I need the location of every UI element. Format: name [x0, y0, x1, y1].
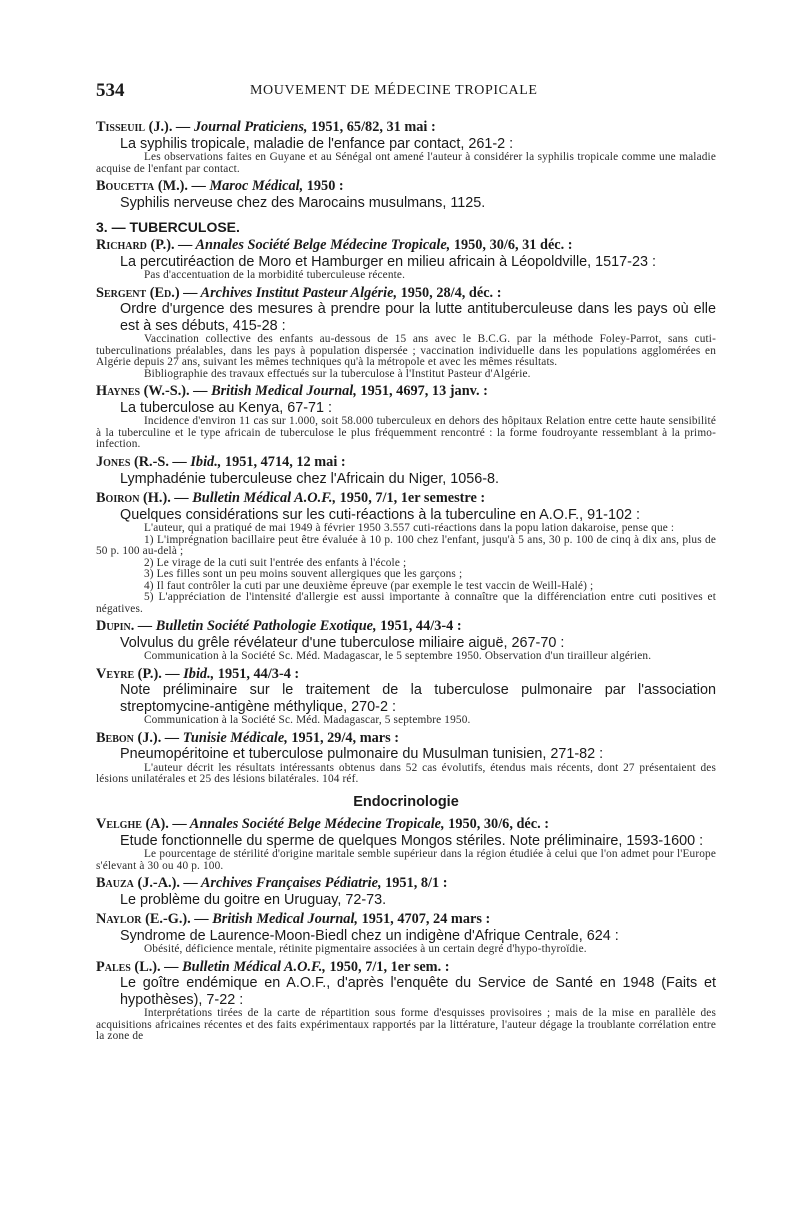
- entry-author: Pales (L.).: [96, 958, 161, 975]
- citation-line: [96, 119, 716, 136]
- entry-abstract: [96, 763, 716, 786]
- bibliography-entry: [96, 618, 716, 663]
- bibliography-body: [96, 118, 716, 1046]
- citation-line: [96, 383, 716, 400]
- entry-abstract: [96, 1008, 716, 1043]
- abstract-text: L'auteur, qui a pratiqué de mai 1949 à février 1950 3.557 cuti-réactions dans la popu lation dakaroise, pense que :: [144, 522, 675, 535]
- entry-journal: — Annales Société Belge Médecine Tropicale,: [178, 237, 451, 254]
- entry-reference: 1950, 30/6, déc. :: [444, 815, 550, 832]
- entry-reference: 1951, 29/4, mars :: [287, 729, 400, 746]
- bibliography-entry: [96, 454, 716, 487]
- entry-journal: — Annales Société Belge Médecine Tropicale,: [172, 815, 445, 832]
- abstract-text: Pas d'accentuation de la morbidité tuberculeuse récente.: [144, 269, 406, 282]
- running-title: MOUVEMENT DE MÉDECINE TROPICALE: [250, 83, 538, 98]
- entry-author: Bauza (J.-A.).: [96, 875, 180, 892]
- abstract-text: Les observations faites en Guyane et au Sénégal ont amené l'auteur à considérer la syphilis tropicale comme une maladie acquise de l'enfant par contact.: [96, 151, 716, 175]
- citation-line: [96, 618, 716, 635]
- page-number: 534: [96, 80, 125, 101]
- entry-abstract: [96, 334, 716, 380]
- entry-title: La syphilis tropicale, maladie de l'enfance par contact, 261-2 :: [120, 135, 514, 152]
- entry-author: Bebon (J.).: [96, 729, 162, 746]
- entry-journal: — Archives Françaises Pédiatrie,: [183, 875, 382, 892]
- entry-abstract: [96, 152, 716, 175]
- entry-title: Ordre d'urgence des mesures à prendre pour la lutte antituberculeuse dans les pays où elle est à ses débuts, 415-28 :: [120, 301, 716, 334]
- abstract-list-item: 3) Les filles sont un peu moins souvent allergiques que les garçons ;: [144, 568, 463, 581]
- entry-journal: — Bulletin Médical A.O.F.,: [174, 490, 337, 507]
- entry-journal: — Ibid.,: [165, 665, 215, 682]
- entry-journal: — Maroc Médical,: [191, 178, 304, 195]
- entry-journal: — Bulletin Médical A.O.F.,: [164, 958, 326, 975]
- entry-reference: 1950, 28/4, déc. :: [397, 284, 502, 301]
- section-heading-endocrinologie: Endocrinologie: [353, 793, 459, 810]
- bibliography-entry: [96, 875, 716, 908]
- entry-author: Boiron (H.).: [96, 490, 171, 507]
- citation-line: [96, 816, 716, 833]
- entry-journal: — Bulletin Société Pathologie Exotique,: [137, 618, 377, 635]
- citation-line: [96, 285, 716, 302]
- syphilis-entries: [96, 119, 716, 211]
- entry-abstract: [96, 416, 716, 451]
- abstract-text: Vaccination collective des enfants au-dessous de 15 ans avec le B.C.G. par la méthode Foley-Parrot, sans cuti-tuberculinations préalables, dans les pays à population dispersée ; vaccination individuelle dans les populations agglomérées en Algérie depuis 27 ans, suivant les mêmes techniques qu'à la métropole et avec les mêmes résultats.: [96, 333, 716, 369]
- entry-abstract: [96, 944, 716, 956]
- abstract-text: Bibliographie des travaux effectués sur la tuberculose à l'Institut Pasteur d'Algérie.: [144, 367, 531, 380]
- tuberculose-entries: [96, 237, 716, 786]
- citation-line: [96, 875, 716, 892]
- entry-reference: 1951, 44/3-4 :: [376, 618, 462, 635]
- entry-title: Le goître endémique en A.O.F., d'après l'enquête du Service de Santé en 1948 (Faits et hypothèses), 7-22 :: [120, 975, 716, 1008]
- entry-journal: — British Medical Journal,: [194, 911, 358, 928]
- abstract-text: Communication à la Société Sc. Méd. Madagascar, 5 septembre 1950.: [144, 714, 471, 727]
- bibliography-entry: [96, 959, 716, 1043]
- entry-title: Etude fonctionnelle du sperme de quelques Mongos stériles. Note préliminaire, 1593-1600 :: [120, 832, 704, 849]
- bibliography-entry: [96, 383, 716, 451]
- entry-reference: 1951, 4714, 12 mai :: [221, 453, 346, 470]
- citation-line: [96, 454, 716, 471]
- entry-title: Note préliminaire sur le traitement de la tuberculose pulmonaire par l'association streptomycine-antigène méthylique, 270-2 :: [120, 682, 716, 715]
- entry-reference: 1951, 44/3-4 :: [214, 665, 300, 682]
- entry-title: La percutiréaction de Moro et Hamburger en milieu africain à Léopoldville, 1517-23 :: [120, 253, 656, 270]
- endocrinologie-entries: [96, 816, 716, 1043]
- entry-title: Pneumopéritoine et tuberculose pulmonaire du Musulman tunisien, 271-82 :: [120, 746, 604, 763]
- bibliography-entry: [96, 237, 716, 282]
- entry-journal: — Archives Institut Pasteur Algérie,: [183, 284, 398, 301]
- entry-author: Haynes (W.-S.).: [96, 383, 190, 400]
- entry-abstract: [96, 270, 716, 282]
- abstract-text: Interprétations tirées de la carte de répartition sous forme d'esquisses provisoires ; mais de la mise en parallèle des acquisitions africaines récentes et des faits expérimentaux rapportés par la littérature, l'auteur dégage la troublante corrélation entre la zone de: [96, 1007, 716, 1043]
- abstract-list-item: 1) L'imprégnation bacillaire peut être évaluée à 10 p. 100 chez l'enfant, jusqu'à 5 ans, 30 p. 100 de cinq à dix ans, plus de 50 p. 100 au-delà ;: [96, 533, 716, 558]
- bibliography-entry: [96, 490, 716, 615]
- citation-line: [96, 237, 716, 254]
- citation-line: [96, 730, 716, 747]
- abstract-text: Le pourcentage de stérilité d'origine maritale semble supérieur dans la région étudiée à celui que l'on admet pour l'Europe s'élevant à 30 ou 40 p. 100.: [96, 848, 716, 872]
- entry-title: Lymphadénie tuberculeuse chez l'Africain du Niger, 1056-8.: [120, 470, 499, 487]
- entry-author: Boucetta (M.).: [96, 178, 188, 195]
- entry-journal: — British Medical Journal,: [193, 383, 357, 400]
- bibliography-entry: [96, 285, 716, 381]
- citation-line: [96, 666, 716, 683]
- entry-author: Dupin.: [96, 618, 135, 635]
- citation-line: [96, 959, 716, 976]
- entry-author: Naylor (E.-G.).: [96, 911, 191, 928]
- entry-title: Syndrome de Laurence-Moon-Biedl chez un indigène d'Afrique Centrale, 624 :: [120, 927, 619, 944]
- abstract-text: Communication à la Société Sc. Méd. Madagascar, le 5 septembre 1950. Observation d'un tirailleur algérien.: [144, 650, 652, 663]
- entry-abstract: [96, 523, 716, 615]
- entry-abstract: [96, 715, 716, 727]
- citation-line: [96, 911, 716, 928]
- entry-author: Jones (R.-S.: [96, 453, 169, 470]
- entry-reference: 1950 :: [303, 178, 344, 195]
- abstract-list-item: 4) Il faut contrôler la cuti par une deuxième épreuve (par exemple le test vaccin de Weill-Halé) ;: [144, 579, 594, 592]
- entry-reference: 1951, 4697, 13 janv. :: [356, 383, 488, 400]
- bibliography-entry: [96, 816, 716, 872]
- entry-title: Syphilis nerveuse chez des Marocains musulmans, 1125.: [120, 194, 486, 211]
- entry-journal: — Tunisie Médicale,: [164, 729, 288, 746]
- entry-abstract: [96, 651, 716, 663]
- entry-journal: — Journal Praticiens,: [175, 119, 308, 135]
- entry-author: Veyre (P.).: [96, 665, 162, 682]
- bibliography-entry: [96, 911, 716, 956]
- bibliography-entry: [96, 178, 716, 211]
- abstract-list-item: 5) L'appréciation de l'intensité d'allergie est aussi importante à connaître que la différenciation entre cuti positives et négatives.: [96, 591, 716, 615]
- entry-reference: 1950, 7/1, 1er sem. :: [325, 958, 450, 975]
- entry-title: Quelques considérations sur les cuti-réactions à la tuberculine en A.O.F., 91-102 :: [120, 506, 640, 523]
- bibliography-entry: [96, 730, 716, 786]
- page-header: [96, 80, 716, 104]
- abstract-list-item: 2) Le virage de la cuti suit l'entrée des enfants à l'école ;: [144, 556, 407, 569]
- entry-journal: — Ibid.,: [172, 453, 222, 470]
- abstract-text: L'auteur décrit les résultats intéressants obtenus dans 52 cas évolutifs, étendus mais récents, dont 27 présentaient des lésions unilatérales et 25 des lésions bilatérales. 104 réf.: [96, 761, 716, 786]
- abstract-text: Obésité, déficience mentale, rétinite pigmentaire associées à un certain degré d'hypo-thyroïdie.: [144, 943, 587, 956]
- entry-author: Tisseuil (J.).: [96, 119, 173, 135]
- bibliography-entry: [96, 119, 716, 175]
- entry-author: Sergent (Ed.): [96, 284, 180, 301]
- citation-line: [96, 490, 716, 507]
- entry-reference: 1950, 7/1, 1er semestre :: [336, 490, 486, 507]
- section-heading-tuberculose: 3. — TUBERCULOSE.: [96, 219, 240, 236]
- entry-reference: 1950, 30/6, 31 déc. :: [450, 237, 573, 254]
- entry-title: Volvulus du grêle révélateur d'une tuberculose miliaire aiguë, 267-70 :: [120, 634, 565, 651]
- citation-line: [96, 178, 716, 195]
- entry-title: La tuberculose au Kenya, 67-71 :: [120, 399, 333, 416]
- entry-reference: 1951, 4707, 24 mars :: [358, 911, 491, 928]
- entry-abstract: [96, 849, 716, 872]
- bibliography-entry: [96, 666, 716, 727]
- entry-title: Le problème du goitre en Uruguay, 72-73.: [120, 891, 387, 908]
- abstract-text: Incidence d'environ 11 cas sur 1.000, soit 58.000 tuberculeux en dehors des hôpitaux Relation entre cette haute sensibilité à la tuberculine et le type africain de tuberculose le plus fréquemment rencontré : la forme foudroyante ressemblant à la primo-infection.: [96, 415, 716, 451]
- entry-reference: 1951, 65/82, 31 mai :: [307, 119, 436, 135]
- entry-author: Velghe (A).: [96, 815, 169, 832]
- entry-author: Richard (P.).: [96, 237, 175, 254]
- entry-reference: 1951, 8/1 :: [381, 875, 448, 892]
